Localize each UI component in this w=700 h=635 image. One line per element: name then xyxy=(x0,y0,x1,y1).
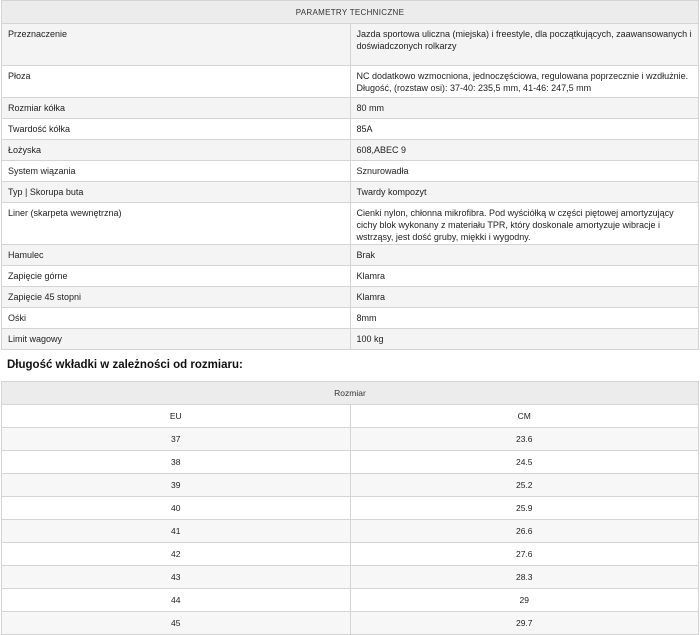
cm-length-cell: 26.6 xyxy=(350,520,699,543)
spec-row xyxy=(2,119,699,140)
size-table-caption: Rozmiar xyxy=(2,382,699,405)
spec-key: Łożyska xyxy=(2,140,351,161)
cm-length-cell: 23.6 xyxy=(350,428,699,451)
eu-size-cell: 44 xyxy=(2,589,351,612)
spec-key: Ośki xyxy=(2,308,351,329)
spec-key: Zapięcie 45 stopni xyxy=(2,287,351,308)
spec-value: NC dodatkowo wzmocniona, jednoczęściowa, regulowana poprzecznie i wzdłużnie. Długość, (rozstaw osi): 37-40: 235,5 mm, 41-46: 247,5 mm xyxy=(350,66,699,98)
size-table-heading: Długość wkładki w zależności od rozmiaru: xyxy=(7,359,243,371)
size-row xyxy=(2,428,699,451)
spec-key: Rozmiar kółka xyxy=(2,98,351,119)
spec-value: 80 mm xyxy=(350,98,699,119)
spec-table-title: PARAMETRY TECHNICZNE xyxy=(2,1,699,24)
spec-row xyxy=(2,182,699,203)
cm-length-cell: 25.2 xyxy=(350,474,699,497)
cm-length-cell: 29.7 xyxy=(350,612,699,635)
spec-value: Klamra xyxy=(350,287,699,308)
eu-size-cell: 38 xyxy=(2,451,351,474)
spec-row xyxy=(2,308,699,329)
spec-key: Zapięcie górne xyxy=(2,266,351,287)
spec-value: 100 kg xyxy=(350,329,699,350)
spec-row xyxy=(2,203,699,245)
size-header-row xyxy=(2,405,699,428)
spec-row xyxy=(2,161,699,182)
size-row xyxy=(2,543,699,566)
spec-row xyxy=(2,266,699,287)
spec-key: System wiązania xyxy=(2,161,351,182)
size-row xyxy=(2,497,699,520)
eu-size-cell: 43 xyxy=(2,566,351,589)
spec-value: Twardy kompozyt xyxy=(350,182,699,203)
spec-value: 608,ABEC 9 xyxy=(350,140,699,161)
cm-length-cell: 27.6 xyxy=(350,543,699,566)
spec-row xyxy=(2,66,699,98)
spec-value: Brak xyxy=(350,245,699,266)
spec-row xyxy=(2,98,699,119)
spec-value: Sznurowadła xyxy=(350,161,699,182)
spec-row xyxy=(2,329,699,350)
spec-row xyxy=(2,245,699,266)
eu-size-cell: 45 xyxy=(2,612,351,635)
size-row xyxy=(2,566,699,589)
cm-length-cell: 29 xyxy=(350,589,699,612)
cm-length-cell: 24.5 xyxy=(350,451,699,474)
size-row xyxy=(2,612,699,635)
size-table xyxy=(1,381,699,635)
spec-key: Liner (skarpeta wewnętrzna) xyxy=(2,203,351,245)
cm-column-header: CM xyxy=(350,405,699,428)
eu-size-cell: 39 xyxy=(2,474,351,497)
spec-row xyxy=(2,140,699,161)
eu-size-cell: 37 xyxy=(2,428,351,451)
spec-key: Twardość kółka xyxy=(2,119,351,140)
cm-length-cell: 28.3 xyxy=(350,566,699,589)
size-row xyxy=(2,589,699,612)
spec-key: Przeznaczenie xyxy=(2,24,351,66)
spec-value: 85A xyxy=(350,119,699,140)
spec-row xyxy=(2,24,699,66)
spec-value: Cienki nylon, chłonna mikrofibra. Pod wyściółką w części piętowej amortyzujący cichy blok wykonany z materiału TPR, który doskonale amortyzuje wibracje i wstrząsy, jest dość gruby, miękki i wygodny. xyxy=(350,203,699,245)
eu-size-cell: 42 xyxy=(2,543,351,566)
spec-table xyxy=(1,0,699,350)
spec-key: Hamulec xyxy=(2,245,351,266)
size-row xyxy=(2,451,699,474)
spec-value: Jazda sportowa uliczna (miejska) i freestyle, dla początkujących, zaawansowanych i doświadczonych rolkarzy xyxy=(350,24,699,66)
size-row xyxy=(2,520,699,543)
spec-key: Limit wagowy xyxy=(2,329,351,350)
spec-value: 8mm xyxy=(350,308,699,329)
eu-size-cell: 41 xyxy=(2,520,351,543)
spec-key: Typ | Skorupa buta xyxy=(2,182,351,203)
size-row xyxy=(2,474,699,497)
spec-row xyxy=(2,287,699,308)
spec-key: Płoza xyxy=(2,66,351,98)
cm-length-cell: 25.9 xyxy=(350,497,699,520)
spec-value: Klamra xyxy=(350,266,699,287)
eu-size-cell: 40 xyxy=(2,497,351,520)
eu-column-header: EU xyxy=(2,405,351,428)
